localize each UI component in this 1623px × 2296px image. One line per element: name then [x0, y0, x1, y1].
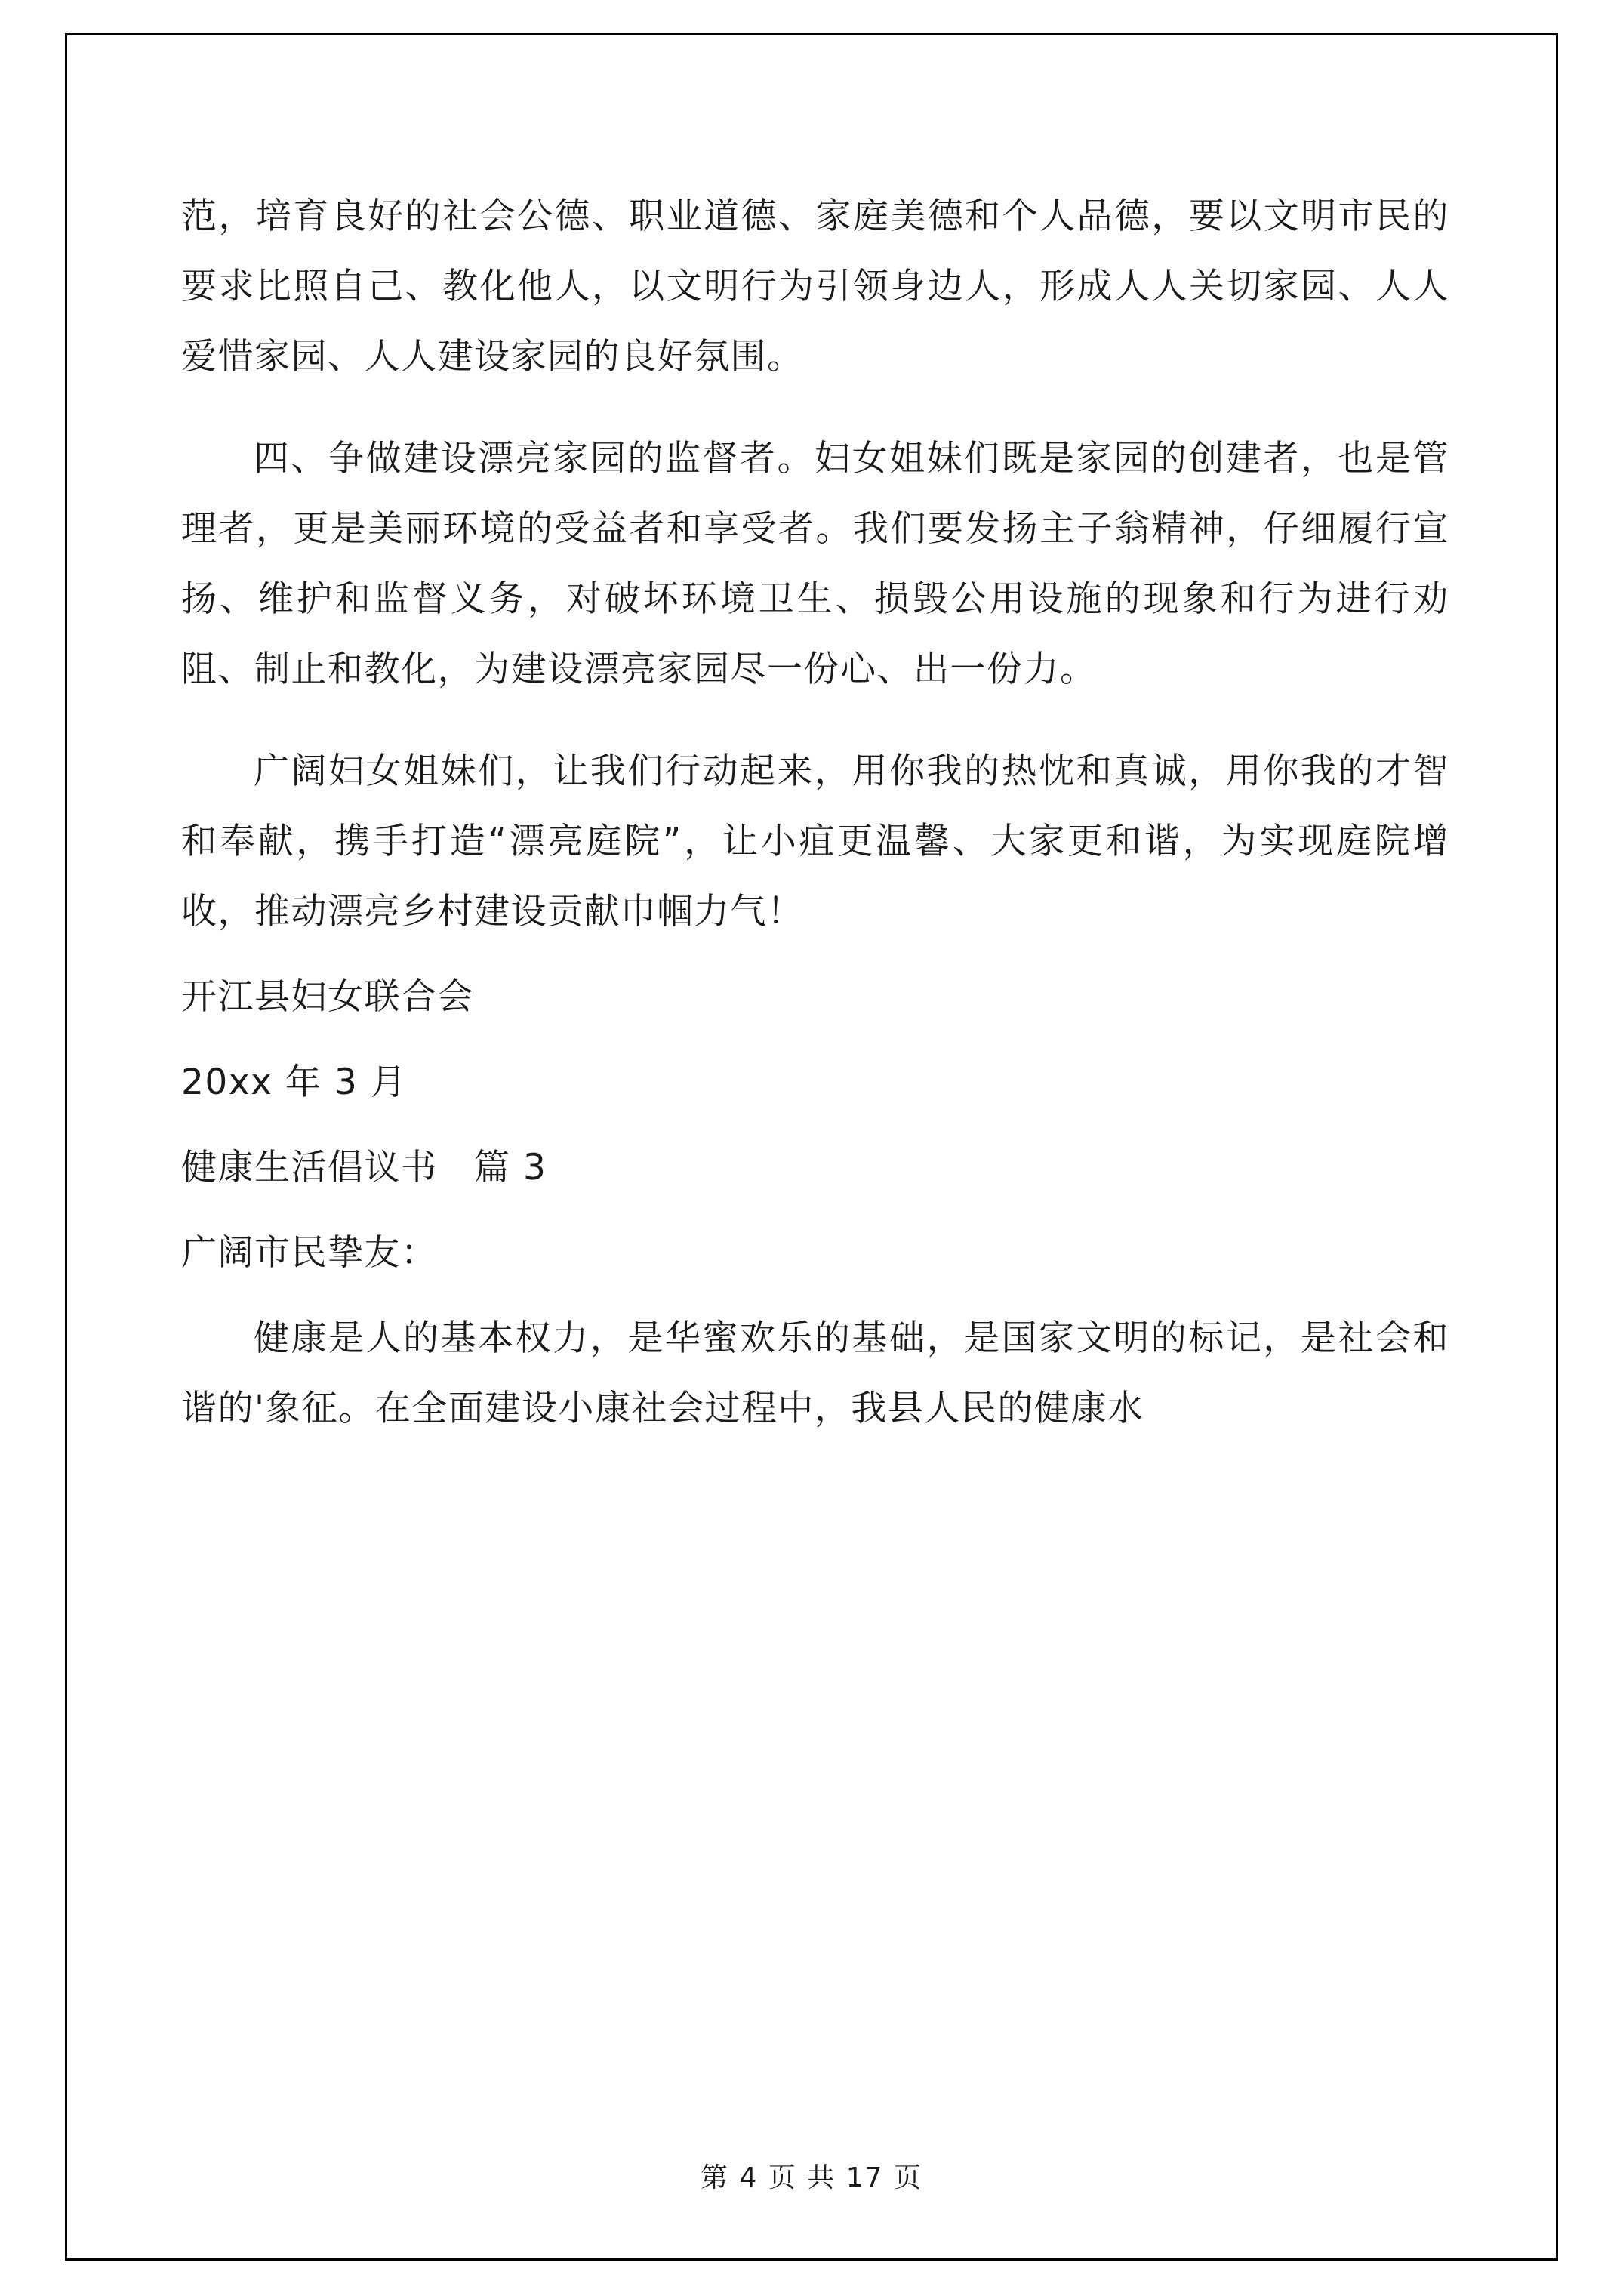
document-body — [181, 181, 1449, 1444]
paragraph-signature-date: 20xx 年 3 月 — [181, 1062, 408, 1103]
paragraph-8: 健康是人的基本权力，是华蜜欢乐的基础，是国家文明的标记，是社会和谐的'象征。在全面建设小康社会过程中，我县人民的健康水 — [181, 1318, 1449, 1429]
paragraph-signature-organization: 开江县妇女联合会 — [181, 976, 474, 1018]
paragraph-section-heading: 健康生活倡议书 篇 3 — [181, 1147, 547, 1188]
paragraph-3: 广阔妇女姐妹们，让我们行动起来，用你我的热忱和真诚，用你我的才智和奉献，携手打造“漂亮庭院”，让小疽更温馨、大家更和谐，为实现庭院增收，推动漂亮乡村建设贡献巾帼力气！ — [181, 750, 1449, 932]
paragraph-salutation: 广阔市民挚友： — [181, 1232, 438, 1274]
paragraph-1: 范，培育良好的社会公德、职业道德、家庭美德和个人品德，要以文明市民的要求比照自己、教化他人，以文明行为引领身边人，形成人人关切家园、人人爱惜家园、人人建设家园的良好氛围。 — [181, 196, 1449, 378]
paragraph-2: 四、争做建设漂亮家园的监督者。妇女姐妹们既是家园的创建者，也是管理者，更是美丽环境的受益者和享受者。我们要发扬主子翁精神，仔细履行宣扬、维护和监督义务，对破坏环境卫生、损毁公用设施的现象和行为进行劝阻、制止和教化，为建设漂亮家园尽一份心、出一份力。 — [181, 438, 1449, 690]
page-footer: 第 4 页 共 17 页 — [701, 2162, 922, 2193]
